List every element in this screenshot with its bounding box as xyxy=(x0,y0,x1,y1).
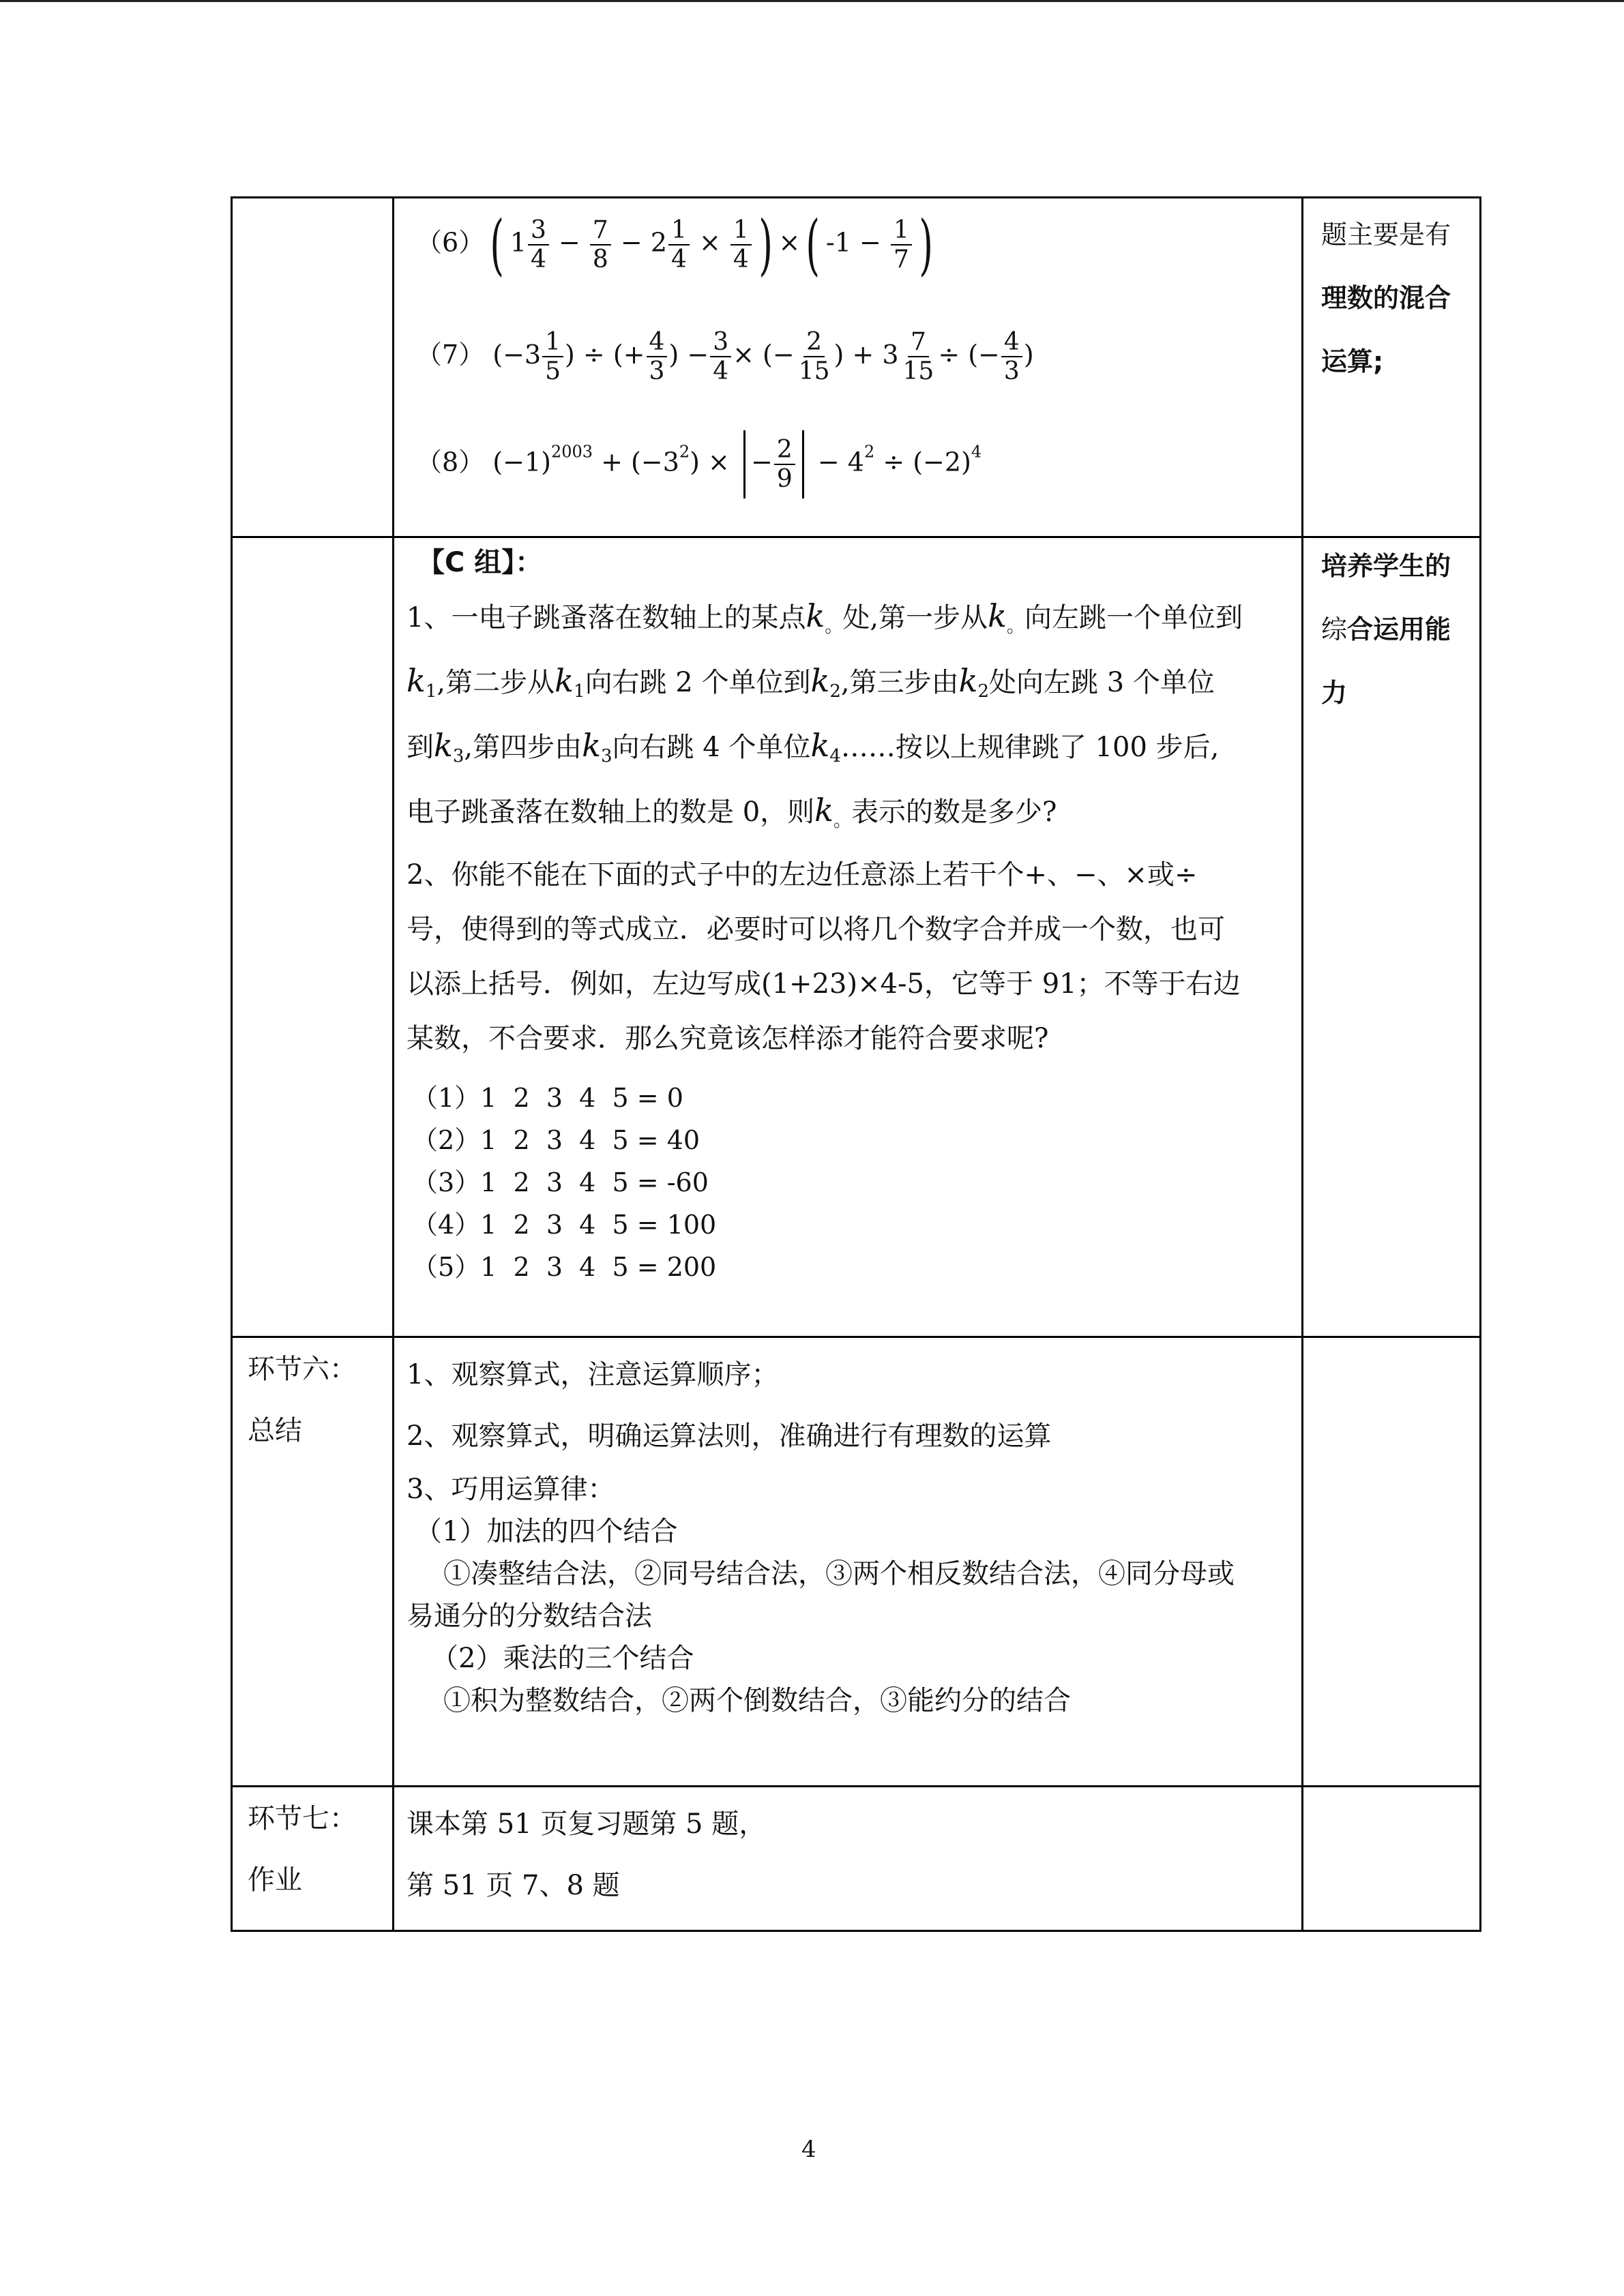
eq7-frac-f: $\frac{4}{3}$ xyxy=(1001,328,1022,386)
summary-line-1: 1、观察算式，注意运算顺序； xyxy=(407,1359,779,1390)
q1-line-2: $k_1$,第二步从$k_1$向右跳 2 个单位到$k_2$,第三步由$k_2$处向左跳 3 个单位 xyxy=(407,662,1215,702)
row1-note-cell xyxy=(1303,198,1479,536)
eq7-tail: ) xyxy=(1023,339,1034,370)
q2-line-4: 某数，不合要求．那么究竟该怎样添才能符合要求呢? xyxy=(407,1023,1049,1054)
page-number: 4 xyxy=(801,2136,816,2163)
eq6-paren-close: ) xyxy=(758,207,773,283)
row2-note-line2: 综合运用能 xyxy=(1321,614,1451,644)
eq6-label: （6） xyxy=(416,227,485,258)
eq7-frac-e: $\frac{7}{15}$ xyxy=(902,328,934,386)
group-c-heading: 【C 组】： xyxy=(417,547,543,578)
q2-item-3: （3）1 2 3 4 5 = -60 xyxy=(412,1167,709,1197)
row3-content-cell xyxy=(394,1338,1301,1785)
row1-note-line1: 题主要是有 xyxy=(1321,220,1451,250)
eq6-frac-d: $\frac{1}{4}$ xyxy=(730,216,752,274)
eq7-part-a: (−3 xyxy=(492,339,542,370)
table-border-right xyxy=(1479,196,1481,1932)
row1-note-line2: 理数的混合 xyxy=(1321,283,1451,313)
summary-line-4: （1）加法的四个结合 xyxy=(415,1516,678,1547)
q2-line-3: 以添上括号．例如，左边写成(1+23)×4-5，它等于 91；不等于右边 xyxy=(407,968,1241,1000)
eq7-frac-c: $\frac{3}{4}$ xyxy=(710,328,731,386)
eq8-exp-1: 2003 xyxy=(550,442,593,462)
eq8-part-4: − 4 xyxy=(817,447,864,477)
eq7-part-e: ) + 3 xyxy=(833,339,899,370)
row2-note-line3: 力 xyxy=(1321,678,1348,708)
eq8-part-5: ÷ (−2) xyxy=(874,447,971,477)
eq8-part-1: (−1) xyxy=(492,447,551,477)
summary-line-5: ①凑整结合法，②同号结合法，③两个相反数结合法，④同分母或 xyxy=(443,1558,1235,1590)
q1-line-3: 到$k_3$,第四步由$k_3$向右跳 4 个单位$k_4\dots\dots$按以上规律跳了 100 步后, xyxy=(407,727,1220,766)
eq6-a-whole: 1 xyxy=(510,227,527,258)
row1-content-cell xyxy=(394,198,1301,536)
eq8-part-3: ) × xyxy=(690,447,730,477)
summary-line-3: 3、巧用运算律： xyxy=(407,1474,615,1505)
row4-content-cell xyxy=(394,1787,1301,1930)
eq7-part-d: × (− xyxy=(733,339,795,370)
row2-note-cell xyxy=(1303,538,1479,1336)
lesson-plan-table xyxy=(231,196,1481,1932)
eq7-frac-b: $\frac{4}{3}$ xyxy=(647,328,668,386)
eq6-paren-close-2: ) xyxy=(919,207,933,283)
eq6-frac-b: $\frac{7}{8}$ xyxy=(590,216,611,274)
eq7-frac-d: $\frac{2}{15}$ xyxy=(798,328,830,386)
eq6-paren-open-2: ( xyxy=(806,207,821,283)
row3-label-line2: 总结 xyxy=(248,1415,302,1446)
homework-line-2: 第 51 页 7、8 题 xyxy=(407,1870,620,1901)
eq6-c-whole: 2 xyxy=(650,227,668,258)
row1-note-line3: 运算; xyxy=(1321,346,1384,376)
table-border-bottom xyxy=(231,1930,1481,1932)
eq8-label: （8） xyxy=(416,447,485,477)
row4-label-line1: 环节七： xyxy=(248,1803,357,1834)
summary-line-2: 2、观察算式，明确运算法则，准确进行有理数的运算 xyxy=(407,1420,1052,1452)
row2-note-line1: 培养学生的 xyxy=(1321,551,1451,581)
eq6-e-whole: -1 xyxy=(825,227,851,258)
q2-item-1: （1）1 2 3 4 5 = 0 xyxy=(412,1083,683,1113)
eq7-part-b: ) ÷ (+ xyxy=(565,339,645,370)
summary-line-7: （2）乘法的三个结合 xyxy=(431,1643,694,1674)
summary-line-8: ①积为整数结合，②两个倒数结合，③能约分的结合 xyxy=(443,1685,1071,1716)
homework-line-1: 课本第 51 页复习题第 5 题， xyxy=(407,1808,767,1840)
q2-item-5: （5）1 2 3 4 5 = 200 xyxy=(412,1252,717,1282)
q1-line-1: 1、一电子跳蚤落在数轴上的某点$k_。$处,第一步从$k_。$向左跳一个单位到 xyxy=(407,597,1243,637)
eq8-abs-frac: $\frac{2}{9}$ xyxy=(774,436,795,494)
q2-item-4: （4）1 2 3 4 5 = 100 xyxy=(412,1210,717,1240)
equation-6: （6） ( 1 $\frac{3}{4}$ − $\frac{7}{8}$ − 2 $\frac{1}{4}$ × $\frac{1}{4}$ ) × ( -1 − $\frac{1}{7}$ ) xyxy=(416,207,933,283)
eq7-label: （7） xyxy=(416,339,485,370)
eq7-frac-a: $\frac{1}{5}$ xyxy=(542,328,563,386)
eq8-exp-2: 2 xyxy=(679,442,690,462)
eq8-abs-right xyxy=(802,430,804,498)
eq7-part-f: ÷ (− xyxy=(938,339,1000,370)
eq6-frac-a: $\frac{3}{4}$ xyxy=(528,216,549,274)
equation-8 xyxy=(416,430,981,498)
row4-label-cell xyxy=(233,1787,392,1930)
eq8-exp-5: 4 xyxy=(971,442,982,462)
eq6-frac-f: $\frac{1}{7}$ xyxy=(891,216,912,274)
eq8-abs-sign: − xyxy=(751,447,773,477)
page-top-border xyxy=(0,0,1624,2)
eq8-abs-left xyxy=(743,430,745,498)
row4-label-line2: 作业 xyxy=(248,1864,302,1896)
eq6-paren-open: ( xyxy=(490,207,505,283)
eq6-frac-c: $\frac{1}{4}$ xyxy=(668,216,690,274)
eq8-part-2: + (−3 xyxy=(593,447,679,477)
q2-line-2: 号，使得到的等式成立．必要时可以将几个数字合并成一个数，也可 xyxy=(407,914,1225,945)
equation-7 xyxy=(416,328,1034,386)
summary-line-6: 易通分的分数结合法 xyxy=(407,1600,652,1632)
q1-line-4: 电子跳蚤落在数轴上的数是 0，则$k_。$表示的数是多少? xyxy=(407,792,1057,831)
q2-item-2: （2）1 2 3 4 5 = 40 xyxy=(412,1125,700,1155)
q2-line-1: 2、你能不能在下面的式子中的左边任意添上若干个+、−、×或÷ xyxy=(407,859,1198,891)
row2-content-cell xyxy=(394,538,1301,1336)
row3-label-line1: 环节六： xyxy=(248,1354,357,1385)
eq8-exp-4: 2 xyxy=(863,442,875,462)
eq7-part-c: ) − xyxy=(668,339,709,370)
row3-label-cell xyxy=(233,1338,392,1785)
